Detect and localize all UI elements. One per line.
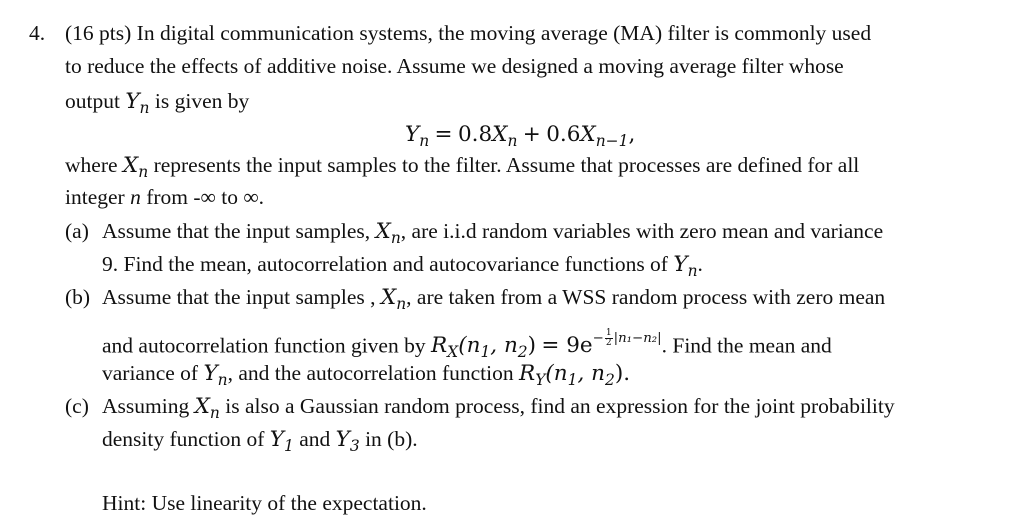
equation-trail: , <box>628 122 636 147</box>
intro-line-3-tail: is given by <box>154 89 250 113</box>
where2-var: n <box>130 185 141 209</box>
part-b-line-1-tail: , are taken from a WSS random process with zero mean <box>406 285 886 309</box>
part-b-line-3-mid: , and the autocorrelation function <box>227 361 514 385</box>
part-c-and: and <box>299 427 331 451</box>
part-b-xn: $X_n$ <box>380 285 407 313</box>
ry-function: $R_Y(n_1$, $n_2$). <box>518 361 631 389</box>
part-a-line-1-head: Assume that the input samples, <box>102 219 371 243</box>
equation-equals: = <box>434 122 453 147</box>
rx-value: = $9e^{- \frac{1}{2} |n_1-n_2|}$ <box>541 328 662 359</box>
input-variable: $X_n$ <box>122 153 149 181</box>
part-b-line-1 <box>102 284 885 317</box>
part-b-line-3 <box>102 360 630 393</box>
intro-line-1-text: (16 pts) In digital communication systems, the moving average (MA) filter is commonly used <box>65 21 872 45</box>
equation-term2: X <box>580 122 596 147</box>
equation-term1: X <box>492 122 508 147</box>
where2-head: integer <box>65 185 125 209</box>
where-head: where <box>65 153 118 177</box>
equation-coef2: 0.6 <box>546 122 581 147</box>
where2-tail: from -∞ to ∞. <box>146 185 265 209</box>
part-b-line-3-head: variance of <box>102 361 199 385</box>
intro-line-3-head: output <box>65 89 120 113</box>
where-line-2 <box>65 184 264 210</box>
problem-number: 4. <box>29 21 46 45</box>
equation-coef1: 0.8 <box>457 122 493 147</box>
intro-line-1 <box>65 20 985 46</box>
intro-line-3 <box>65 88 249 121</box>
part-c-y3: $Y_3$ <box>335 427 360 455</box>
part-a-line-1-tail: , are i.i.d random variables with zero mean and variance <box>400 219 884 243</box>
equation-term2-sub: n−1 <box>595 131 629 150</box>
rx-exponent-fraction: $\frac{1}{2}$ <box>605 328 612 348</box>
part-b-line-2-tail: . Find the mean and <box>661 333 832 358</box>
rx-exponent: − 1 2 |n₁−n₂| <box>592 328 662 348</box>
part-a-label: (a) <box>65 219 89 243</box>
output-variable: $Y_n$ <box>125 89 150 117</box>
part-c-line-1-head: Assuming <box>102 394 190 418</box>
part-b-line-1-head: Assume that the input samples , <box>102 285 376 309</box>
hint-text: Hint: Use linearity of the expectation. <box>102 491 427 515</box>
part-c-xn: $X_n$ <box>194 394 220 422</box>
where-line-1 <box>65 152 859 185</box>
part-c-line-2-head: density function of <box>102 427 265 451</box>
intro-line-2-text: to reduce the effects of additive noise. Assume we designed a moving average filter whose <box>65 54 844 78</box>
part-b-label: (b) <box>65 285 91 309</box>
part-a-line-1 <box>102 218 883 251</box>
part-b-line-2-head: and autocorrelation function given by <box>102 333 426 358</box>
equation-lhs-sub: n <box>419 131 430 150</box>
filter-equation <box>405 121 635 154</box>
part-c-y1: $Y_1$ <box>269 427 294 455</box>
part-c-label: (c) <box>65 394 89 418</box>
part-c-line-1 <box>102 393 895 426</box>
part-b-yn: $Y_n$ <box>203 361 228 389</box>
part-a-xn: $X_n$ <box>375 219 401 247</box>
rx-function: $R_X(n_1$, $n_2$) <box>430 333 537 362</box>
part-a-yn: $Y_n$ <box>673 252 698 280</box>
part-a-line-2 <box>102 251 703 284</box>
equation-plus: + <box>522 122 541 147</box>
part-a-line-2-head: 9. Find the mean, autocorrelation and autocovariance functions of <box>102 252 668 276</box>
equation-lhs: Y <box>405 122 420 147</box>
equation-term1-sub: n <box>507 131 518 150</box>
part-c-line-2-tail: in (b). <box>365 427 418 451</box>
part-c-line-2 <box>102 426 418 459</box>
part-c-line-1-tail: is also a Gaussian random process, find an expression for the joint probability <box>225 394 895 418</box>
intro-line-2 <box>65 53 985 79</box>
part-a-line-2-tail: . <box>697 252 703 276</box>
where-tail: represents the input samples to the filter. Assume that processes are defined for all <box>153 153 860 177</box>
